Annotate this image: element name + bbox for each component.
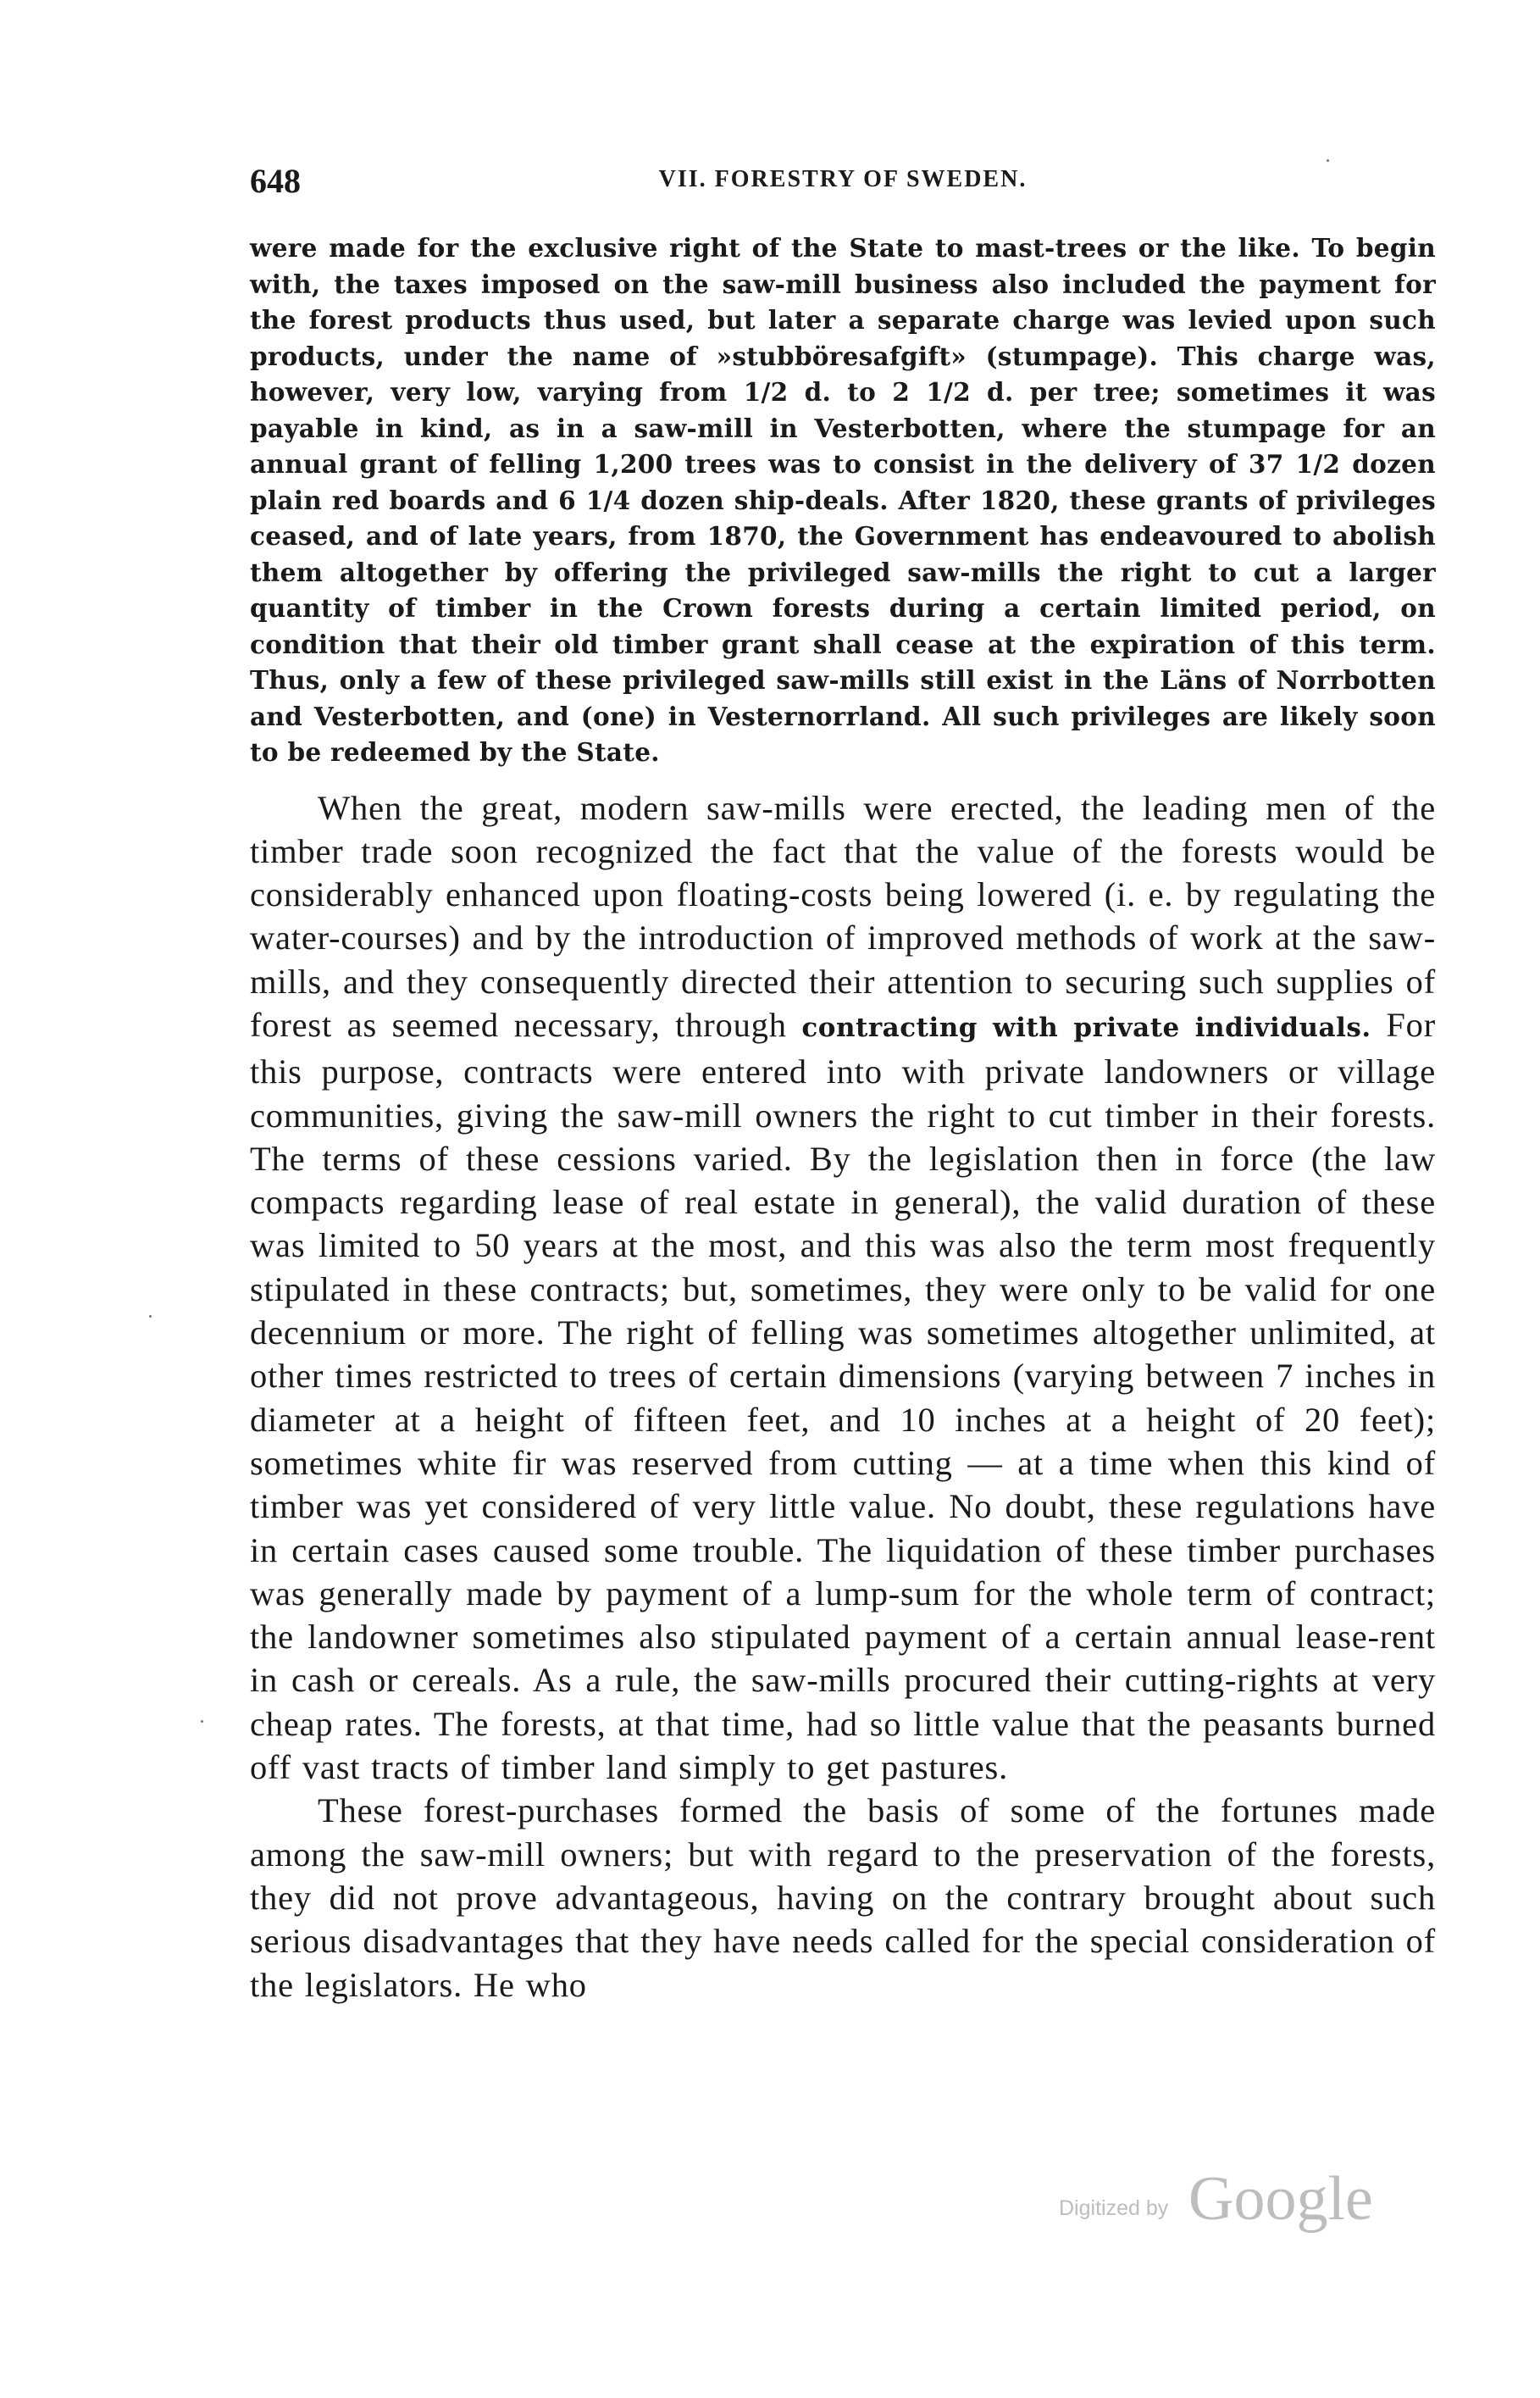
body-paragraph-1 [250,786,1436,1790]
margin-speck [201,1720,203,1723]
digitized-by-google-watermark [1059,2164,1415,2234]
page-body [250,230,1436,2007]
emphasis-contracting-with-private-individuals: contracting with private individuals. [801,1012,1371,1043]
watermark-prefix: Digitized by [1059,2196,1169,2220]
margin-speck [149,1315,152,1318]
small-print-paragraph: were made for the exclusive right of the State to mast-trees or the like. To begin with, the taxes imposed on the saw-mill business also included the payment for the forest products thus used, but later a separate charge was levied upon such products, under the name of »stubböresafgift» (stumpage). This charge was, however, very low, varying from 1/2 d. to 2 1/2 d. per tree; sometimes it was payable in kind, as in a saw-mill in Vesterbotten, where the stumpage for an annual grant of felling 1,200 trees was to consist in the delivery of 37 1/2 dozen plain red boards and 6 1/4 dozen ship-deals. After 1820, these grants of privileges ceased, and of late years, from 1870, the Government has endeavoured to abolish them altogether by offering the privileged saw-mills the right to cut a larger quantity of timber in the Crown forests during a certain limited period, on condition that their old timber grant shall cease at the expiration of this term. Thus, only a few of these privileged saw-mills still exist in the Läns of Norrbotten and Vesterbotten, and (one) in Vesternorrland. All such privileges are likely soon to be redeemed by the State. [250,233,1436,767]
paragraph-1-text-before: When the great, modern saw-mills were erected, the leading men of the timber trade soon recognized the fact that the value of the forests would be considerably enhanced upon floating-costs being lowered (i. e. by regulating the water-courses) and by the introduction of improved methods of work at the saw-mills, and they consequently directed their attention to securing such supplies of forest as seemed necessary, through [250,788,1436,1044]
margin-speck [1327,159,1329,162]
page-header [250,161,1436,212]
running-head: VII. FORESTRY OF SWEDEN. [658,166,1028,192]
page-number: 648 [250,162,301,200]
paragraph-1-text-after: For this purpose, contracts were entered into with private landowners or village communities, giving the saw-mill owners the right to cut timber in their forests. The terms of these cessions varied. By the legislation then in force (the law compacts regarding lease of real estate in general), the valid duration of these was limited to 50 years at the most, and this was also the term most frequently stipulated in these contracts; but, sometimes, they were only to be valid for one decennium or more. The right of felling was sometimes altogether unlimited, at other times restricted to trees of certain dimensions (varying between 7 inches in diameter at a height of fifteen feet, and 10 inches at a height of 20 feet); sometimes white fir was reserved from cutting — at a time when this kind of timber was yet considered of very little value. No doubt, these regulations have in certain cases caused some trouble. The liquidation of these timber purchases was generally made by payment of a lump-sum for the whole term of contract; the landowner sometimes also stipulated payment of a certain annual lease-rent in cash or cereals. As a rule, the saw-mills procured their cutting-rights at very cheap rates. The forests, at that time, had so little value that the peasants burned off vast tracts of timber land simply to get pastures. [250,1005,1436,1787]
body-paragraph-2: These forest-purchases formed the basis of some of the fortunes made among the saw-mill owners; but with regard to the preservation of the forests, they did not prove advantageous, having on the contrary brought about such serious disadvantages that they have needs called for the special consideration of the legislators. He who [250,1791,1436,2004]
google-logo: Google [1188,2164,1373,2234]
